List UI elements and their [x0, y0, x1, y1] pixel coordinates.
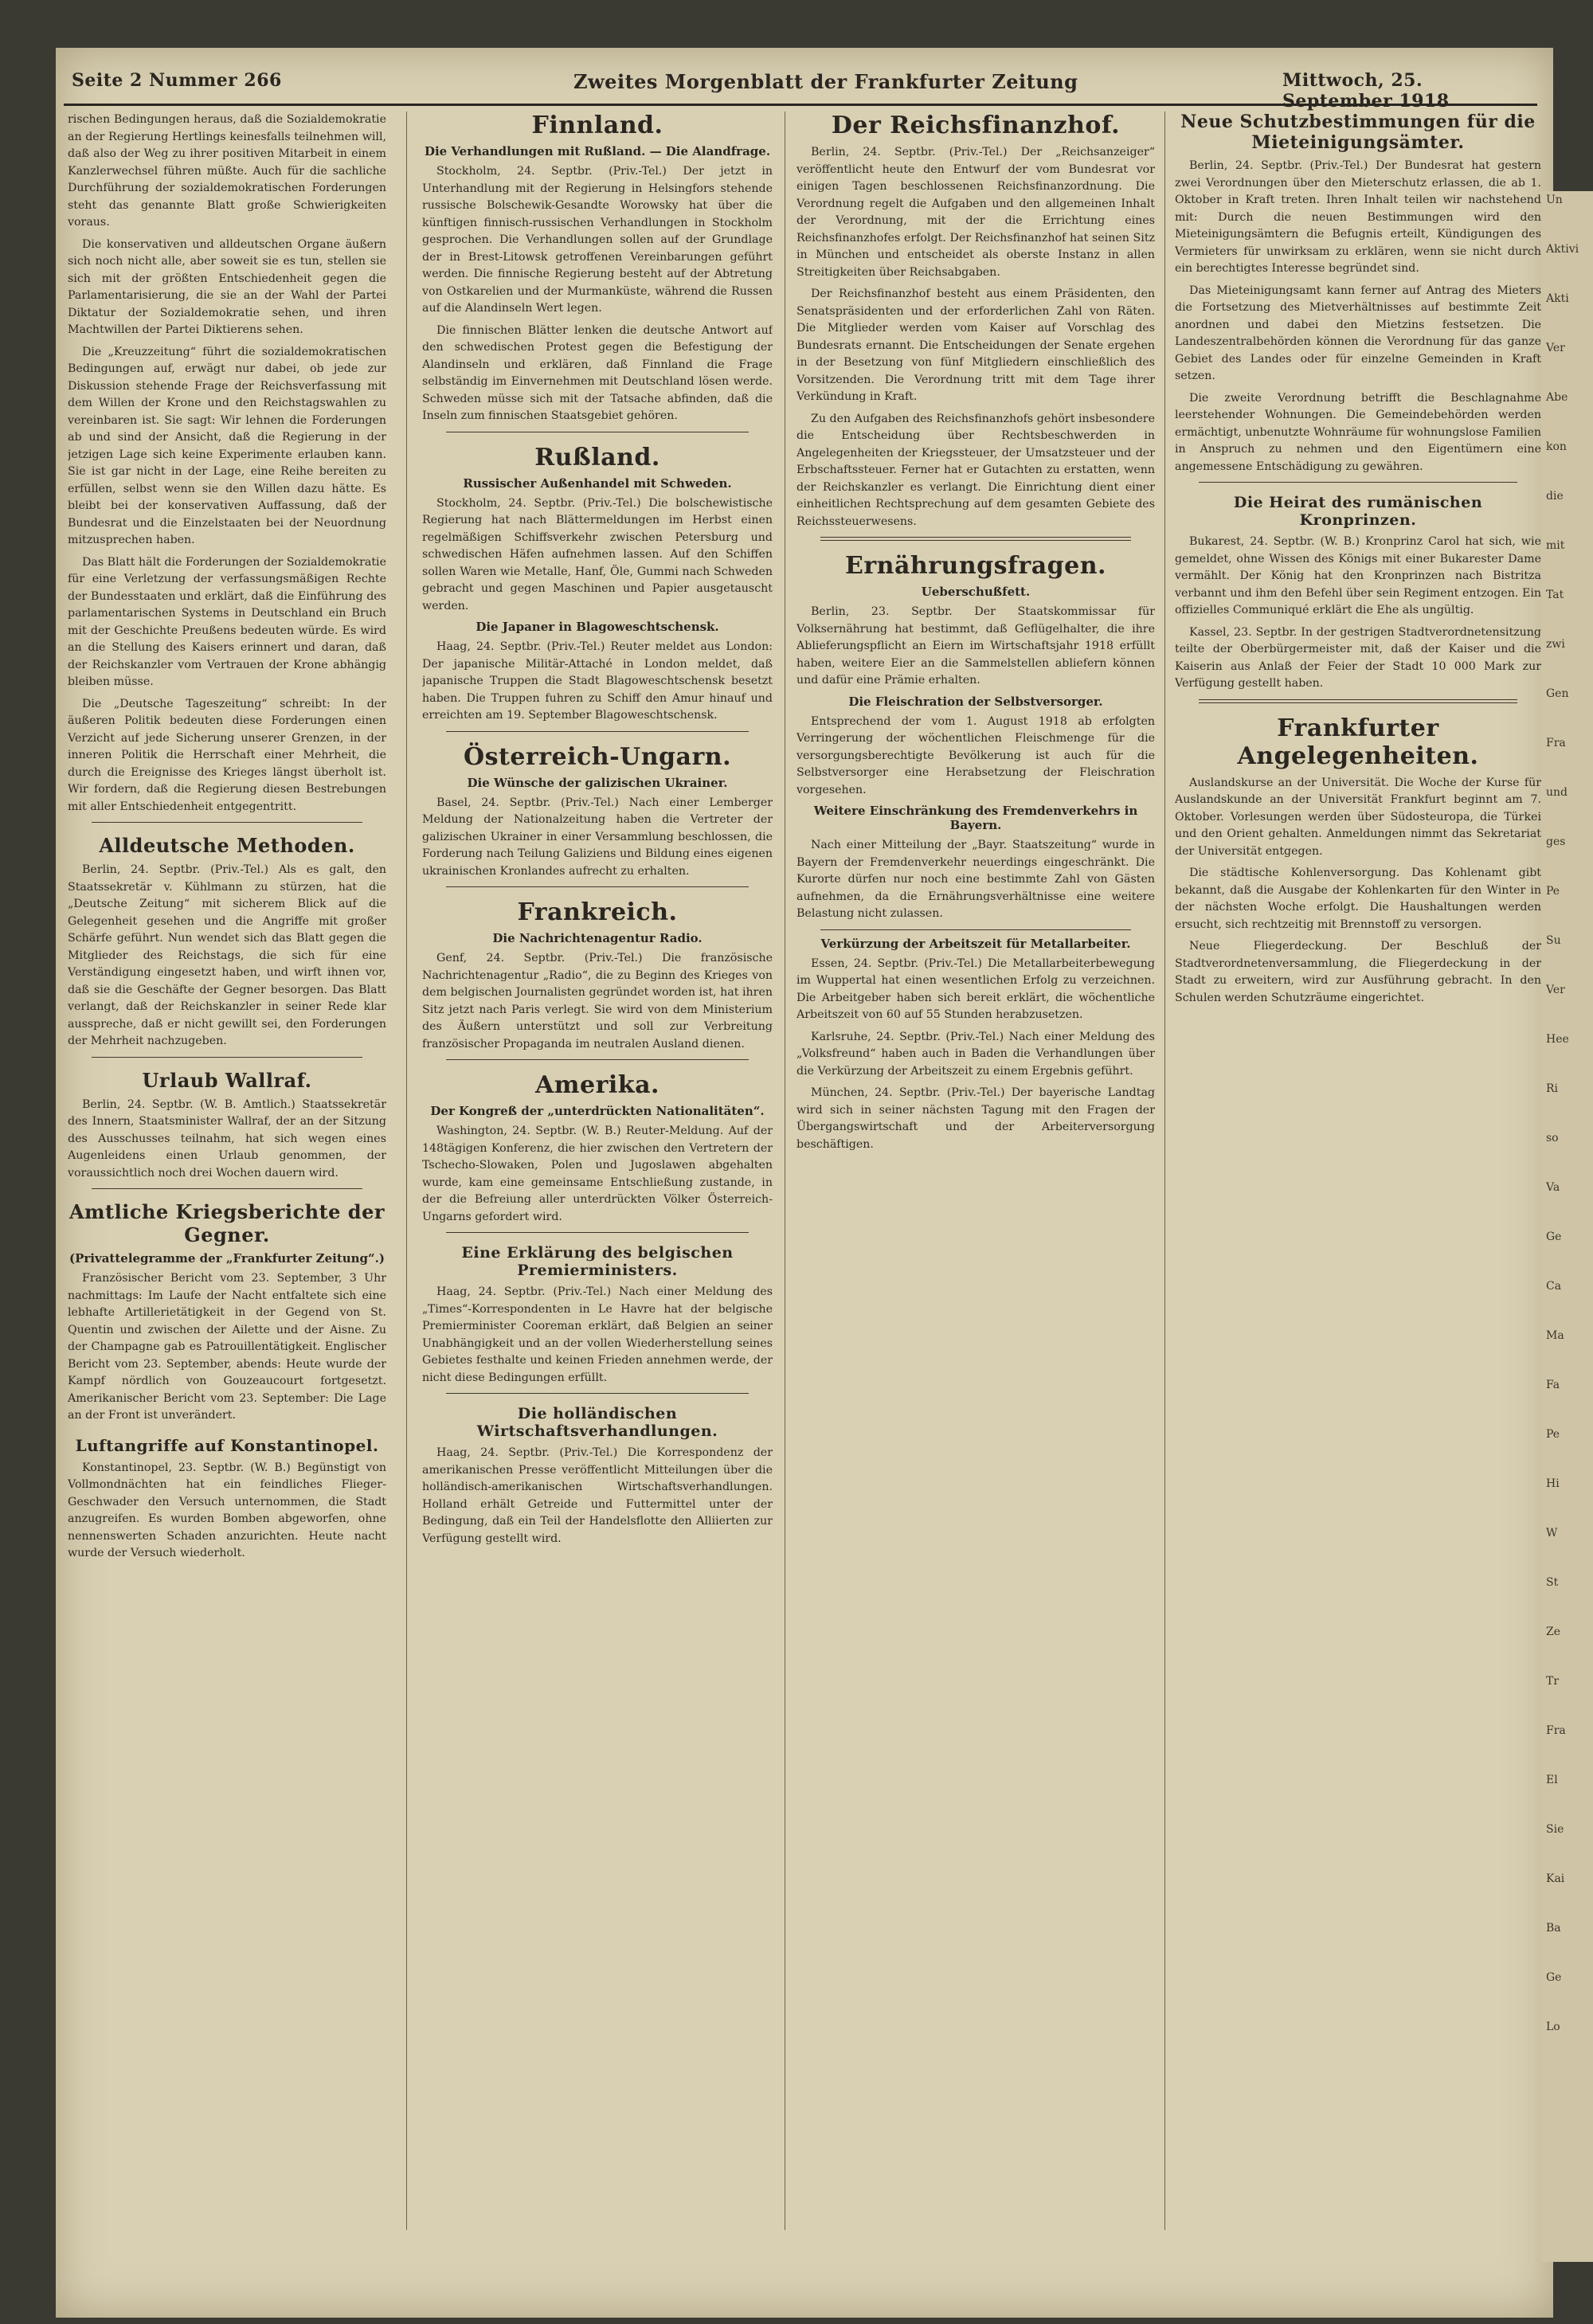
subheadline: Die Fleischration der Selbstversorger. — [848, 694, 1103, 709]
margin-fragment: Ge — [1546, 1230, 1562, 1243]
margin-fragment: Hi — [1546, 1477, 1560, 1490]
article-text: Der Reichsfinanzhof besteht aus einem Präsidenten, den Senatspräsidenten und der erforderlichen Zahl von Räten. Die Mitglieder werden vom Kaiser auf Vorschlag des Bundesrats ernannt. Die Entscheidungen der Senate ergehen in der Besetzung von fünf Mitgliedern einschließlich des Vorsitzenden. Die Verordnung tritt mit dem Tage ihrer Verkündung in Kraft. — [796, 288, 1155, 403]
divider — [92, 1057, 362, 1058]
subheadline: Die Verhandlungen mit Rußland. — Die Alandfrage. — [424, 144, 771, 158]
margin-fragment: Un — [1546, 194, 1563, 206]
divider — [1199, 482, 1517, 483]
headline: Rußland. — [534, 443, 660, 471]
margin-fragment: Kai — [1546, 1872, 1565, 1885]
article-text: Berlin, 24. Septbr. (W. B. Amtlich.) Staatssekretär des Innern, Staatsminister Wallraf, der an der Sitzung des Ausschusses teilnahm, hat sich wegen eines Augenleidens einen Urlaub genommen, der voraussichtlich noch drei Wochen dauern wird. — [68, 1097, 386, 1180]
headline: Frankfurter Angelegenheiten. — [1237, 714, 1479, 770]
margin-fragment: Tr — [1546, 1675, 1560, 1688]
article-text: Nach einer Mitteilung der „Bayr. Staatszeitung“ wurde in Bayern der Fremdenverkehr neuerdings eingeschränkt. Die Kurorte dürfen nur noch eine bestimmte Zahl von Gästen aufnehmen, da die Ernährungsverhältnisse eine weitere Belastung nicht zulassen. — [796, 839, 1155, 920]
margin-fragment: Ver — [1546, 342, 1565, 354]
divider — [1199, 699, 1517, 703]
headline: Amtliche Kriegsberichte der Gegner. — [69, 1200, 385, 1246]
margin-fragment: Fra — [1546, 737, 1566, 749]
subheadline: Russischer Außenhandel mit Schweden. — [463, 475, 732, 491]
article-text: Genf, 24. Septbr. (Priv.-Tel.) Die französische Nachrichtenagentur „Radio“, die zu Beginn des Krieges von dem belgischen Journalisten gegründet worden ist, hat ihren Sitz jetzt nach Paris verlegt. Sie wird von dem Ministerium des Äußern unterstützt und soll zur Verbreitung französischer Propaganda im neutralen Ausland dienen. — [422, 952, 773, 1050]
divider — [446, 886, 749, 887]
article-text: Haag, 24. Septbr. (Priv.-Tel.) Nach einer Meldung des „Times“-Korrespondenten in Le Havre hat der belgische Premierminister Cooreman erklärt, daß Belgien an seiner Unabhängigkeit und an der vollen Wiederherstellung seines Gebietes festhalte und keinen Frieden annehmen werde, der nicht diese Bedingungen erfüllt. — [422, 1285, 773, 1384]
margin-fragment: kon — [1546, 440, 1567, 453]
margin-fragment: Su — [1546, 934, 1561, 947]
column-rule — [1164, 112, 1165, 2230]
divider — [820, 929, 1131, 930]
margin-fragment: Fra — [1546, 1724, 1566, 1737]
margin-fragment: Aktivi — [1546, 243, 1579, 256]
margin-fragment: Va — [1546, 1181, 1560, 1194]
headline: Ernährungsfragen. — [845, 552, 1106, 580]
margin-fragment: El — [1546, 1774, 1558, 1786]
divider — [92, 1188, 362, 1189]
article-text: Berlin, 23. Septbr. Der Staatskommissar für Volksernährung hat bestimmt, daß Geflügelhalter, die ihre Ablieferungspflicht an Eiern im Wirtschaftsjahr 1918 erfüllt haben, weitere Eier an die Sammelstellen abliefern können und dafür eine Prämie erhalten. — [796, 605, 1155, 687]
divider — [446, 1232, 749, 1233]
margin-fragment: Ze — [1546, 1626, 1561, 1638]
headline: Die Heirat des rumänischen Kronprinzen. — [1233, 494, 1483, 529]
article-text: Auslandskurse an der Universität. Die Woche der Kurse für Auslandskunde an der Universität Frankfurt beginnt am 7. Oktober. Vorlesungen werden über Südosteuropa, die Türkei und den Orient gehalten. Anmeldungen nimmt das Sekretariat der Universität entgegen. — [1175, 776, 1541, 858]
subheadline: Ueberschußfett. — [921, 585, 1031, 599]
subheadline: Die Japaner in Blagoweschtschensk. — [476, 620, 719, 634]
column-2 — [422, 112, 773, 2246]
column-1 — [68, 112, 386, 2246]
subheadline: Der Kongreß der „unterdrückten Nationalitäten“. — [430, 1104, 765, 1118]
article-text: Das Blatt hält die Forderungen der Sozialdemokratie für eine Verletzung der verfassungsmäßigen Rechte der Bundesstaaten und erklärt, daß die Einführung des parlamentarischen Systems in Deutschland ein Bruch mit der Geschichte Preußens bedeuten würde. Es wird an die Stellung des Kaisers erinnert und daran, daß der Reichskanzler vom Vertrauen der Krone abhängig bleiben müsse. — [68, 555, 386, 688]
subheadline: Die Wünsche der galizischen Ukrainer. — [467, 775, 728, 790]
headline: Österreich-Ungarn. — [463, 742, 732, 771]
margin-fragment: Sie — [1546, 1823, 1564, 1836]
column-4 — [1175, 112, 1541, 2246]
margin-fragment: Ba — [1546, 1922, 1561, 1935]
margin-fragment: ges — [1546, 835, 1566, 848]
article-text: Essen, 24. Septbr. (Priv.-Tel.) Die Metallarbeiterbewegung im Wuppertal hat einen wesentlichen Erfolg zu verzeichnen. Die Arbeitgeber haben sich bereit erklärt, die wöchentliche Arbeitszeit von 60 auf 55 Stunden herabzusetzen. — [796, 957, 1155, 1021]
margin-fragment: Fa — [1546, 1379, 1560, 1391]
article-text: Konstantinopel, 23. Septbr. (W. B.) Begünstigt von Vollmondnächten hat ein feindliches Flieger-Geschwader den Versuch unternommen, die Stadt anzugreifen. Es wurden Bomben abgeworfen, ohne nennenswerten Schaden anzurichten. Heute nacht wurde der Versuch wiederholt. — [68, 1461, 386, 1559]
article-text: rischen Bedingungen heraus, daß die Sozialdemokratie an der Regierung Hertlings keinesfalls teilnehmen will, daß also der Weg zu ihrer positiven Mitarbeit in einem Kanzlerwechsel führen müßte. Auch für die sachliche Durchführung der sozialdemokratischen Forderungen steht das genannte Blatt große Schwierigkeiten voraus. — [68, 113, 386, 229]
article-text: Die „Kreuzzeitung“ führt die sozialdemokratischen Bedingungen auf, erwägt nur dabei, ob jede zur Diskussion stehende Frage der Reichsverfassung mit dem Willen der Krone und den Reichstagswahlen zu vereinbaren ist. Sie sagt: Wir lehnen die Forderungen ab und sind der Ansicht, daß die Regierung in der jetzigen Lage sich keine Experimente erlauben kann. Sie ist gar nicht in der Lage, eine Reihe bereiten zu erfüllen, selbst wenn sie den Willen dazu hätte. Es bleibt bei der konservativen Auffassung, daß der Bundesrat und die Einzelstaaten bei der Neuordnung mitzusprechen haben. — [68, 345, 386, 546]
margin-fragment: Ver — [1546, 984, 1565, 996]
headline: Urlaub Wallraf. — [142, 1068, 312, 1092]
headline: Eine Erklärung des belgischen Premierministers. — [461, 1244, 734, 1279]
margin-fragment: Ca — [1546, 1280, 1562, 1293]
margin-fragment: so — [1546, 1132, 1559, 1144]
article-text: Stockholm, 24. Septbr. (Priv.-Tel.) Die bolschewistische Regierung hat nach Blättermeldungen im Herbst einen regelmäßigen Schiffsverkehr zwischen Petersburg und schwedischen Häfen aufnehmen lassen. Auf den Schiffen sollen Waren wie Metalle, Hanf, Öle, Gummi nach Schweden gebracht und gegen Maschinen und Papier ausgetauscht werden. — [422, 496, 773, 612]
divider — [446, 1393, 749, 1394]
margin-fragment: Gen — [1546, 687, 1569, 700]
margin-fragment: Tat — [1546, 589, 1564, 601]
article-text: Zu den Aufgaben des Reichsfinanzhofs gehört insbesondere die Entscheidung über Rechtsbeschwerden in Angelegenheiten der Kriegssteuer, der Umsatzsteuer und der Erbschaftssteuer. Ferner hat er Gutachten zu erstatten, wenn der Reichskanzler es verlangt. Die Einrichtung dient einer einheitlichen Rechtsprechung auf dem gesamten Gebiete des Reichssteuerwesens. — [796, 412, 1155, 528]
divider — [446, 1059, 749, 1060]
margin-fragment: Akti — [1546, 292, 1569, 305]
article-text: Karlsruhe, 24. Septbr. (Priv.-Tel.) Nach einer Meldung des „Volksfreund“ haben auch in Baden die Verhandlungen über die Verkürzung der Arbeitszeit zu einem Ergebnis geführt. — [796, 1030, 1155, 1078]
headline: Frankreich. — [517, 898, 678, 926]
subheadline: Verkürzung der Arbeitszeit für Metallarbeiter. — [820, 936, 1131, 951]
article-text: Bukarest, 24. Septbr. (W. B.) Kronprinz Carol hat sich, wie gemeldet, ohne Wissen des Königs mit einer Bukarester Dame vermählt. Der König hat den Kronprinzen nach Bistritza verbannt und ihm den Befehl über sein Regiment entzogen. Ein offizielles Communiqué erklärt die Ehe als ungültig. — [1175, 535, 1541, 616]
article-text: Berlin, 24. Septbr. (Priv.-Tel.) Der Bundesrat hat gestern zwei Verordnungen über den Mieterschutz erlassen, die ab 1. Oktober in Kraft treten. Ihren Inhalt teilen wir nachstehend mit: Durch die neuen Bestimmungen wird den Mieteinigungsämtern die Befugnis erteilt, Kündigungen des Vermieters für unwirksam zu erklären, wenn sie nicht durch ein berechtigtes Interesse begründet sind. — [1175, 159, 1541, 275]
adjacent-page-margin — [1541, 191, 1593, 2262]
headline: Finnland. — [531, 112, 663, 139]
article-text: Stockholm, 24. Septbr. (Priv.-Tel.) Der jetzt in Unterhandlung mit der Regierung in Helsingfors stehende russische Bolschewik-Gesandte Worowsky hat über die künftigen finnisch-russischen Verhandlungen in Stockholm gesprochen. Die Verhandlungen sollen auf der Grundlage der in Brest-Litowsk getroffenen Vereinbarungen geführt werden. Die finnische Regierung besteht auf der Abtretung von Ostkarelien und der Murmanküste, während die Russen auf die Alandinseln Wert legen. — [422, 165, 773, 315]
divider — [820, 537, 1131, 541]
paper-title: Zweites Morgenblatt der Frankfurter Zeitung — [573, 70, 1078, 93]
article-text: Kassel, 23. Septbr. In der gestrigen Stadtverordnetensitzung teilte der Oberbürgermeister mit, daß der Kaiser und die Kaiserin aus Anlaß der Feier der Stadt 10 000 Mark zur Verfügung gestellt haben. — [1175, 625, 1541, 690]
column-3 — [796, 112, 1155, 2246]
margin-fragment: Abe — [1546, 391, 1568, 404]
headline: Alldeutsche Methoden. — [99, 834, 355, 857]
page-number: Seite 2 Nummer 266 — [72, 70, 282, 91]
article-text: Washington, 24. Septbr. (W. B.) Reuter-Meldung. Auf der 148tägigen Konferenz, die hier zwischen den Vertretern der Tschecho-Slowaken, Polen und Jugoslawen abgehalten wurde, kam eine gemeinsame Entschließung zustande, in der die Befreiung aller unterdrückten Völker Österreich-Ungarns gefordert wird. — [422, 1125, 773, 1223]
article-text: Die „Deutsche Tageszeitung“ schreibt: In der äußeren Politik bedeuten diese Forderungen einen Verzicht auf jede Sicherung unserer Grenzen, in der inneren Politik die Herrschaft einer Mehrheit, die durch die Ereignisse des Krieges längst überholt ist. Wir fordern, daß die Regierung diesen Bestrebungen mit aller Entschiedenheit entgegentritt. — [68, 697, 386, 813]
article-text: Die finnischen Blätter lenken die deutsche Antwort auf den schwedischen Protest gegen die Befestigung der Alandinseln und erklären, daß Finnland die Frage selbständig im Einvernehmen mit Deutschland lösen werde. Schweden müsse sich mit der Tatsache abfinden, daß die Inseln zum finnischen Staatsgebiet gehören. — [422, 323, 773, 422]
headline: Amerika. — [535, 1071, 660, 1099]
article-text: Die zweite Verordnung betrifft die Beschlagnahme leerstehender Wohnungen. Die Gemeindebehörden werden ermächtigt, unbenutzte Wohnräume für wohnungslose Familien in Anspruch zu nehmen und den Eigentümern eine angemessene Entschädigung zu gewähren. — [1175, 391, 1541, 473]
article-text: Berlin, 24. Septbr. (Priv.-Tel.) Als es galt, den Staatssekretär v. Kühlmann zu stürzen, hat die „Deutsche Zeitung“ mit sicherem Blick auf die Gelegenheit gesehen und die Angriffe mit großer Schärfe geführt. Nun wendet sich das Blatt gegen die Mitglieder des Reichstags, die sich für eine Verständigung eingesetzt haben, und wirft ihnen vor, daß sie die Geschäfte der Gegner besorgen. Das Blatt verlangt, daß der Reichskanzler in seiner Rede klar ausspreche, daß er nicht gewillt sei, den Forderungen der Mehrheit nachzugeben. — [68, 863, 386, 1047]
article-text: München, 24. Septbr. (Priv.-Tel.) Der bayerische Landtag wird sich in seiner nächsten Tagung mit den Fragen der Übergangswirtschaft und der Arbeiterversorgung beschäftigen. — [796, 1086, 1155, 1151]
margin-fragment: Pe — [1546, 885, 1560, 898]
headline: Luftangriffe auf Konstantinopel. — [75, 1435, 379, 1455]
margin-fragment: und — [1546, 786, 1568, 799]
column-rule — [406, 112, 407, 2230]
margin-fragment: zwi — [1546, 638, 1565, 651]
headline: Neue Schutzbestimmungen für die Mieteinigungsämter. — [1180, 112, 1536, 153]
article-text: Das Mieteinigungsamt kann ferner auf Antrag des Mieters die Fortsetzung des Mietverhältnisses auf bestimmte Zeit anordnen und dabei den Mietzins festsetzen. Die Landeszentralbehörden können die Verordnung für das ganze Gebiet des Landes oder für einzelne Gemeinden in Kraft setzen. — [1175, 284, 1541, 382]
headline: Der Reichsfinanzhof. — [831, 112, 1121, 139]
subheadline: (Privattelegramme der „Frankfurter Zeitung“.) — [69, 1251, 385, 1266]
article-text: Neue Fliegerdeckung. Der Beschluß der Stadtverordnetenversammlung, die Fliegerdeckung in der Stadt zu erweitern, wird zur Ausführung gebracht. In den Schulen werden Schutzräume eingerichtet. — [1175, 940, 1541, 1004]
margin-fragment: W — [1546, 1527, 1558, 1540]
article-text: Haag, 24. Septbr. (Priv.-Tel.) Die Korrespondenz der amerikanischen Presse veröffentlicht Mitteilungen über die holländisch-amerikanischen Wirtschaftsverhandlungen. Holland erhält Getreide und Futtermittel unter der Bedingung, daß ein Teil der Handelsflotte den Alliierten zur Verfügung gestellt wird. — [422, 1446, 773, 1545]
article-text: Die konservativen und alldeutschen Organe äußern sich noch nicht alle, aber soweit sie es tun, stellen sie sich mit der größten Entschiedenheit gegen die Parlamentarisierung, die sie an der Wahl der Partei Diktatur der Sozialdemokratie sehen, und ihren Machtwillen der Partei Diktierens sehen. — [68, 237, 386, 336]
issue-date: Mittwoch, 25. September 1918 — [1282, 70, 1450, 112]
margin-fragment: mit — [1546, 539, 1565, 552]
article-text: Französischer Bericht vom 23. September, 3 Uhr nachmittags: Im Laufe der Nacht entfaltete sich eine lebhafte Artillerietätigkeit in der Gegend von St. Quentin und zwischen der Ailette und der Aisne. Zu der Champagne gab es Patrouillentätigkeit. Englischer Bericht vom 23. September, abends: Heute wurde der Kampf nördlich von Gouzeaucourt fortgesetzt. Amerikanischer Bericht vom 23. September: Die Lage an der Front ist unverändert. — [68, 1272, 386, 1422]
article-text: Basel, 24. Septbr. (Priv.-Tel.) Nach einer Lemberger Meldung der Nationalzeitung haben die Vertreter der galizischen Ukrainer in einer Versammlung beschlossen, die Forderung nach Teilung Galiziens und Bildung eines eigenen ukrainischen Kronlandes aufrecht zu erhalten. — [422, 796, 773, 878]
headline: Die holländischen Wirtschaftsverhandlungen. — [476, 1405, 718, 1440]
margin-fragment: Hee — [1546, 1033, 1569, 1046]
subheadline: Weitere Einschränkung des Fremdenverkehrs in Bayern. — [813, 804, 1138, 832]
article-text: Entsprechend der vom 1. August 1918 ab erfolgten Verringerung der wöchentlichen Fleischmenge für die versorgungsberechtigte Bevölkerung ist auch für die Selbstversorger eine Herabsetzung der Fleischration vorgesehen. — [796, 714, 1155, 796]
subheadline: Die Nachrichtenagentur Radio. — [492, 931, 703, 945]
margin-fragment: die — [1546, 490, 1564, 503]
margin-fragment: Ri — [1546, 1082, 1559, 1095]
margin-fragment: Pe — [1546, 1428, 1560, 1441]
divider — [446, 731, 749, 732]
divider — [92, 822, 362, 823]
margin-fragment: Ma — [1546, 1329, 1564, 1342]
article-text: Haag, 24. Septbr. (Priv.-Tel.) Reuter meldet aus London: Der japanische Militär-Attaché in London meldet, daß japanische Truppen die Stadt Blagoweschtschensk besetzt haben. Die Truppen fuhren zu Schiff den Amur hinauf und erreichten am 19. September Blagoweschtschensk. — [422, 640, 773, 722]
margin-fragment: Lo — [1546, 2021, 1560, 2033]
margin-fragment: Ge — [1546, 1971, 1562, 1984]
article-text: Berlin, 24. Septbr. (Priv.-Tel.) Der „Reichsanzeiger“ veröffentlicht heute den Entwurf der vom Bundesrat vor einigen Tagen beschlossenen Reichsfinanzordnung. Die Verordnung regelt die Aufgaben und den allgemeinen Inhalt der Verordnung, mit der die Errichtung eines Reichsfinanzhofes erfolgt. Der Reichsfinanzhof hat seinen Sitz in München und entscheidet als oberste Instanz in allen Streitigkeiten über Reichsabgaben. — [796, 146, 1155, 279]
masthead — [64, 64, 1537, 112]
margin-fragment: St — [1546, 1576, 1559, 1589]
article-text: Die städtische Kohlenversorgung. Das Kohlenamt gibt bekannt, daß die Ausgabe der Kohlenkarten für den Winter in der nächsten Woche erfolgt. Die Haushaltungen werden ersucht, sich rechtzeitig mit Brennstoff zu versorgen. — [1175, 867, 1541, 931]
